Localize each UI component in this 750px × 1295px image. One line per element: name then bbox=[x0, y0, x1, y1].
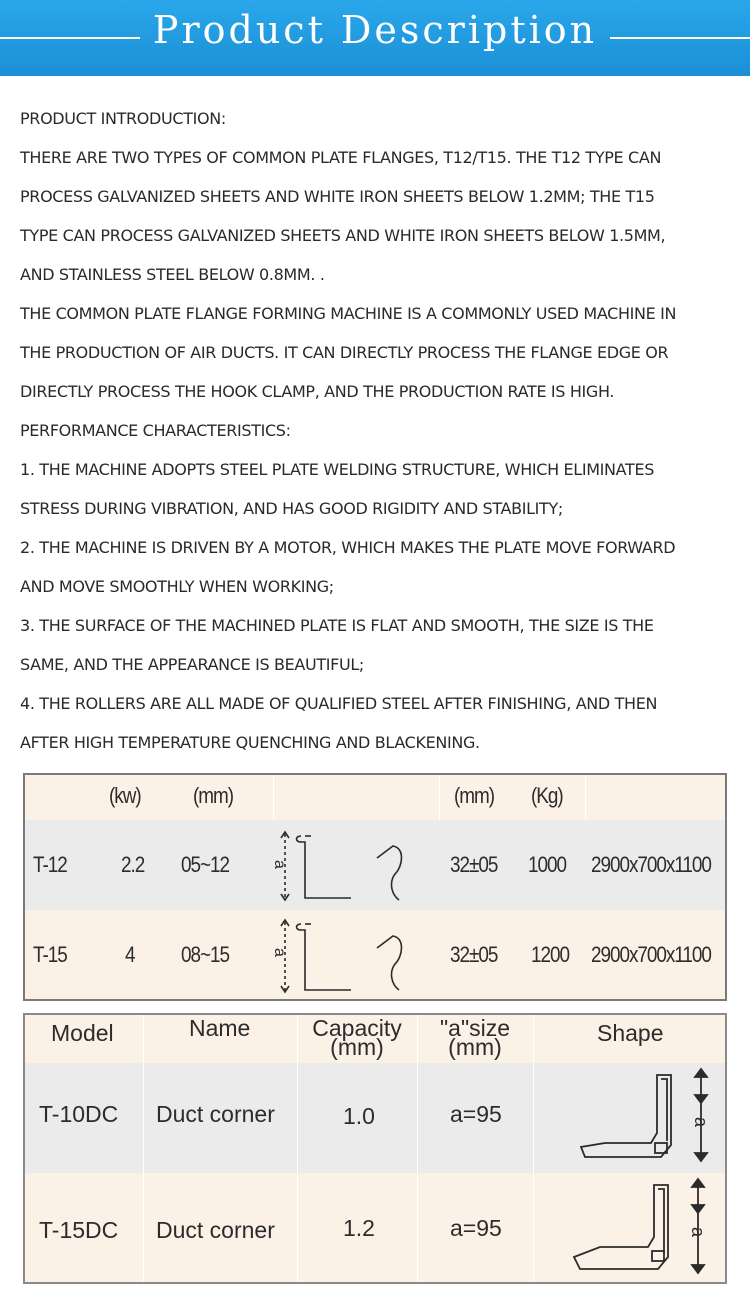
model-cell: T-15 bbox=[33, 942, 67, 967]
weight-cell: 1000 bbox=[528, 852, 566, 877]
profile-label: a bbox=[271, 948, 288, 957]
description-line: AND STAINLESS STEEL BELOW 0.8MM. . bbox=[20, 265, 325, 284]
profile-label: a bbox=[271, 860, 288, 869]
description-line: THERE ARE TWO TYPES OF COMMON PLATE FLANGES, T12/T15. THE T12 TYPE CAN bbox=[20, 148, 662, 167]
header-asize-label: "a"size bbox=[439, 1015, 511, 1041]
description-line: PRODUCT INTRODUCTION: bbox=[20, 109, 226, 128]
description-line: DIRECTLY PROCESS THE HOOK CLAMP, AND THE PRODUCTION RATE IS HIGH. bbox=[20, 382, 615, 401]
description-line: PERFORMANCE CHARACTERISTICS: bbox=[20, 421, 291, 440]
model-cell: T-10DC bbox=[39, 1101, 119, 1127]
column-divider bbox=[143, 1015, 144, 1282]
power-cell: 2.2 bbox=[121, 852, 145, 877]
header-capacity-unit: (mm) bbox=[330, 1034, 384, 1060]
description-line: PROCESS GALVANIZED SHEETS AND WHITE IRON SHEETS BELOW 1.2MM; THE T15 bbox=[20, 187, 655, 206]
table-row bbox=[25, 820, 725, 910]
header-model: Model bbox=[51, 1020, 114, 1046]
header-weight-unit: (Kg) bbox=[531, 783, 563, 808]
size-cell: 32±05 bbox=[450, 942, 498, 967]
header-name: Name bbox=[189, 1015, 251, 1041]
description-line: AFTER HIGH TEMPERATURE QUENCHING AND BLACKENING. bbox=[20, 733, 480, 752]
header-power-unit: (kw) bbox=[109, 783, 141, 808]
weight-cell: 1200 bbox=[531, 942, 569, 967]
flange-profile-drawing bbox=[265, 914, 435, 994]
description-line: 4. THE ROLLERS ARE ALL MADE OF QUALIFIED STEEL AFTER FINISHING, AND THEN bbox=[20, 694, 658, 713]
power-cell: 4 bbox=[125, 942, 135, 967]
capacity-cell: 1.2 bbox=[343, 1215, 375, 1241]
size-cell: 32±05 bbox=[450, 852, 498, 877]
page-title: Product Description bbox=[152, 8, 598, 52]
asize-cell: a=95 bbox=[450, 1215, 502, 1241]
description-line: STRESS DURING VIBRATION, AND HAS GOOD RIGIDITY AND STABILITY; bbox=[20, 499, 563, 518]
header-shape: Shape bbox=[597, 1020, 664, 1046]
header-capacity bbox=[297, 1015, 417, 1060]
header-divider bbox=[585, 775, 586, 820]
table-header-row bbox=[25, 775, 725, 820]
header-divider bbox=[439, 775, 440, 820]
thickness-cell: 05~12 bbox=[181, 852, 229, 877]
header-size-unit: (mm) bbox=[454, 783, 495, 808]
description-line: 1. THE MACHINE ADOPTS STEEL PLATE WELDING STRUCTURE, WHICH ELIMINATES bbox=[20, 460, 655, 479]
description-line: AND MOVE SMOOTHLY WHEN WORKING; bbox=[20, 577, 334, 596]
column-divider bbox=[533, 1015, 534, 1282]
description-line: 2. THE MACHINE IS DRIVEN BY A MOTOR, WHICH MAKES THE PLATE MOVE FORWARD bbox=[20, 538, 676, 557]
model-cell: T-15DC bbox=[39, 1217, 119, 1243]
header-thickness-unit: (mm) bbox=[193, 783, 234, 808]
product-description bbox=[20, 99, 732, 762]
header-divider bbox=[273, 775, 274, 820]
dimensions-cell: 2900x700x1100 bbox=[591, 852, 711, 877]
dimensions-cell: 2900x700x1100 bbox=[591, 942, 711, 967]
shape-label: a bbox=[688, 1227, 708, 1238]
description-line: SAME, AND THE APPEARANCE IS BEAUTIFUL; bbox=[20, 655, 364, 674]
header-asize bbox=[417, 1015, 533, 1060]
description-line: THE PRODUCTION OF AIR DUCTS. IT CAN DIRECTLY PROCESS THE FLANGE EDGE OR bbox=[20, 343, 669, 362]
description-line: 3. THE SURFACE OF THE MACHINED PLATE IS FLAT AND SMOOTH, THE SIZE IS THE bbox=[20, 616, 654, 635]
asize-cell: a=95 bbox=[450, 1101, 502, 1127]
shape-label: a bbox=[691, 1117, 711, 1128]
header-capacity-label: Capacity bbox=[312, 1015, 402, 1041]
model-cell: T-12 bbox=[33, 852, 67, 877]
name-cell: Duct corner bbox=[156, 1217, 275, 1243]
flange-profile-drawing bbox=[265, 826, 435, 906]
header-asize-unit: (mm) bbox=[448, 1034, 502, 1060]
table-row bbox=[25, 910, 725, 999]
description-line: THE COMMON PLATE FLANGE FORMING MACHINE IS A COMMONLY USED MACHINE IN bbox=[20, 304, 677, 323]
corner-spec-table bbox=[23, 1013, 727, 1284]
duct-corner-drawing bbox=[570, 1177, 720, 1277]
description-line: TYPE CAN PROCESS GALVANIZED SHEETS AND WHITE IRON SHEETS BELOW 1.5MM, bbox=[20, 226, 666, 245]
header-banner bbox=[0, 0, 750, 76]
capacity-cell: 1.0 bbox=[343, 1103, 375, 1129]
thickness-cell: 08~15 bbox=[181, 942, 229, 967]
name-cell: Duct corner bbox=[156, 1101, 275, 1127]
duct-corner-drawing bbox=[575, 1067, 725, 1167]
flange-spec-table bbox=[23, 773, 727, 1001]
